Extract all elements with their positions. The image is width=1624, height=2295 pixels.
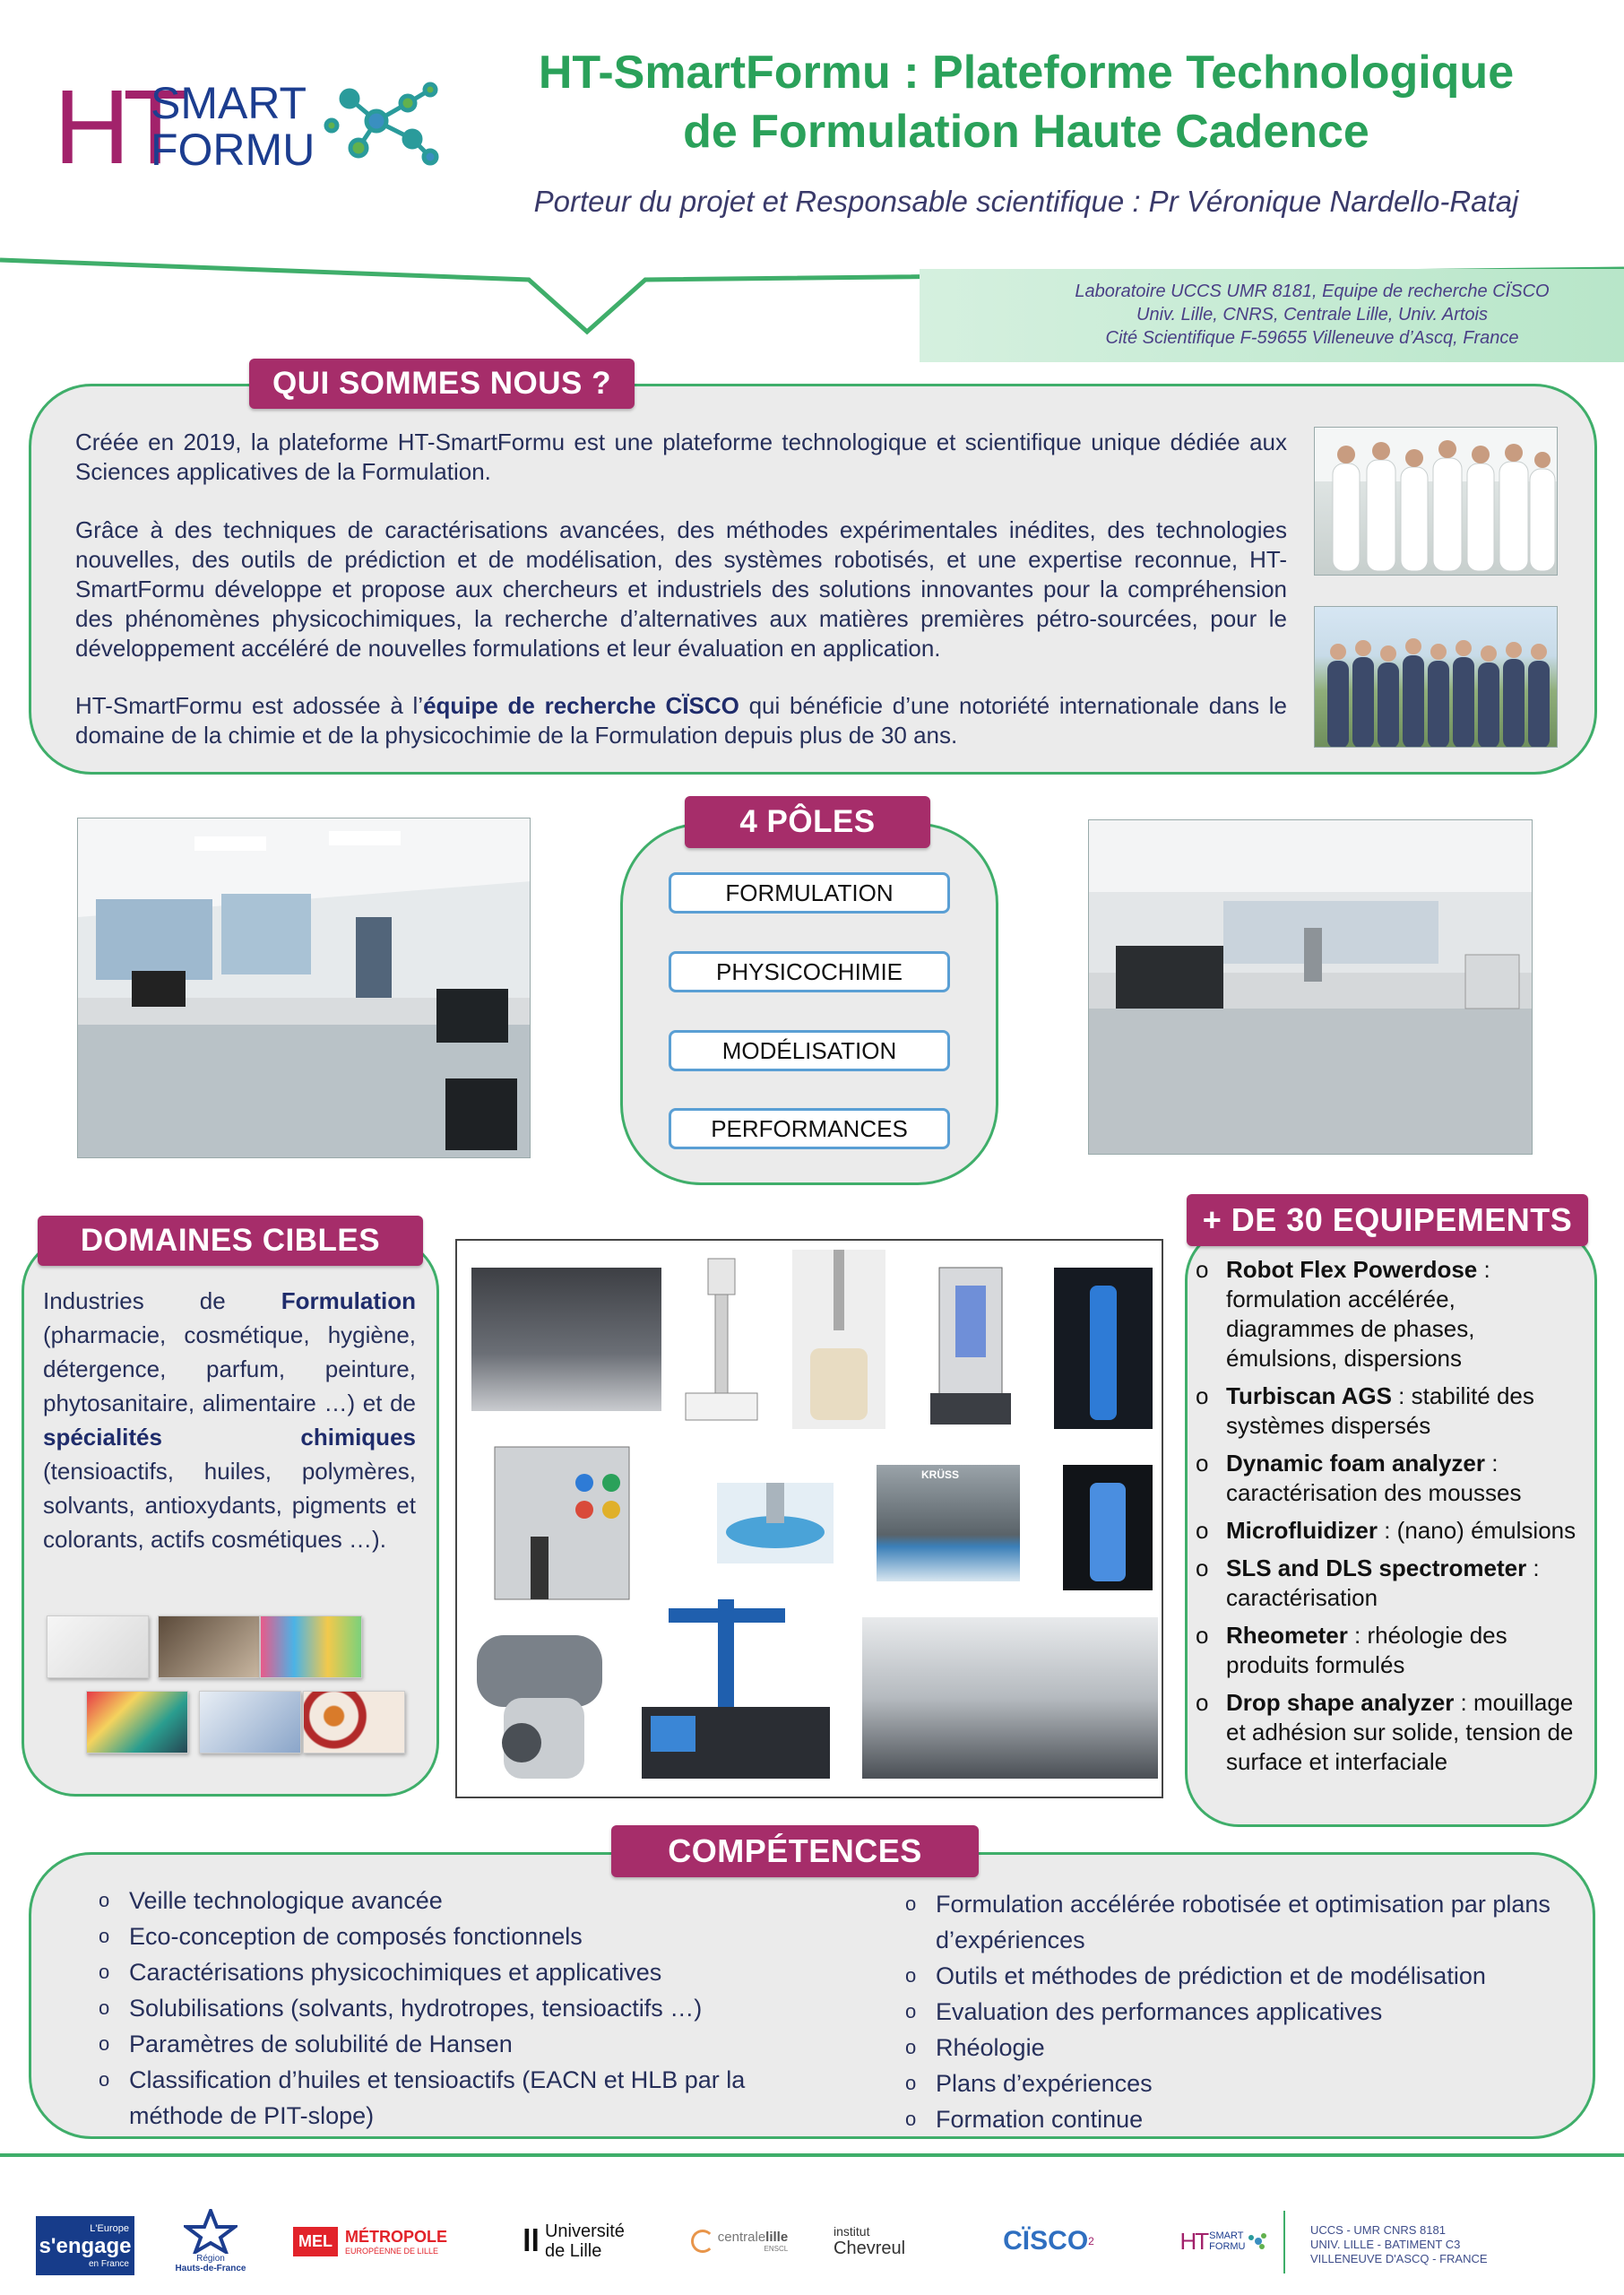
footer-divider	[0, 2153, 1624, 2157]
about-paragraph-2: Grâce à des techniques de caractérisations avancées, des méthodes expérimentales inédites, des technologies nouvelles, des outils de prédiction et de modélisation, des systèmes robotisés, et une expertise reconnue, HT-SmartFormu développe et propose aux chercheurs et industriels des solutions innovantes pour la compréhension des phénomènes physicochimiques, la recherche d’alternatives aux matières premières pétro-sourcées, pour le développement accéléré de nouvelles formulations et leur évaluation en application.	[75, 516, 1287, 662]
ulille-line-1: Université	[544, 2221, 625, 2241]
skill-item: o Outils et méthodes de prédiction et de modélisation	[905, 1958, 1586, 1994]
domains-text	[43, 1284, 416, 1556]
europe-logo-top: L'Europe	[90, 2222, 129, 2234]
small-logo-ht: HT	[1179, 2227, 1208, 2255]
centrale-text-1: centrale	[717, 2230, 766, 2245]
region-hdf-logo	[170, 2205, 251, 2277]
equipment-name: Robot Flex Powerdose	[1226, 1256, 1478, 1283]
robot-powerdose-image	[471, 1268, 661, 1411]
skill-item: o Caractérisations physicochimiques et applicatives	[99, 1954, 780, 1990]
team-photo-outdoor	[1314, 606, 1558, 748]
address-line-2: UNIV. LILLE - BATIMENT C3	[1310, 2238, 1461, 2251]
domains-text-b: (pharmacie, cosmétique, hygiène, détergence, parfum, peinture, phytosanitaire, alimentaire …) et de	[43, 1321, 416, 1416]
vial-blue-image	[1054, 1268, 1153, 1429]
about-paragraph-1: Créée en 2019, la plateforme HT-SmartFormu est une plateforme technologique et scientifique unique dédiée aux Sciences applicatives de la Formulation.	[75, 429, 1287, 485]
drop-image	[717, 1483, 834, 1563]
cisco-subscript: 2	[1088, 2235, 1094, 2247]
logo-smart: SMART	[151, 78, 307, 128]
skill-item: o Evaluation des performances applicatives	[905, 1994, 1586, 2030]
pole-performances: PERFORMANCES	[669, 1108, 950, 1149]
skill-item: o Eco-conception de composés fonctionnels	[99, 1918, 780, 1954]
centrale-text-3: ENSCL	[764, 2245, 789, 2253]
centrale-lille-logo	[681, 2205, 798, 2277]
chevreul-line-1: institut	[834, 2223, 870, 2239]
domains-heading: DOMAINES CIBLES	[38, 1216, 423, 1266]
europe-logo	[36, 2216, 134, 2275]
lab-line-2: Univ. Lille, CNRS, Centrale Lille, Univ. Artois	[1136, 305, 1488, 325]
ulille-mark: ll	[523, 2223, 540, 2258]
small-logo-smart: SMART	[1209, 2230, 1244, 2241]
title-line-1: HT-SmartFormu : Plateforme Technologique	[538, 47, 1515, 99]
equipment-gallery	[455, 1239, 1163, 1798]
universite-lille-logo	[502, 2205, 645, 2277]
dls-spectrometer-image	[921, 1259, 1020, 1429]
microfluidizer-image	[477, 1438, 647, 1617]
poles-heading: 4 PÔLES	[685, 796, 930, 848]
small-molecule-icon	[1246, 2232, 1267, 2250]
lab-line-3: Cité Scientifique F-59655 Villeneuve d’Ascq, France	[1105, 328, 1519, 348]
rheometer-image	[468, 1617, 611, 1788]
pole-modelisation: MODÉLISATION	[669, 1030, 950, 1071]
equipment-heading: + DE 30 EQUIPEMENTS	[1187, 1194, 1588, 1246]
domains-text-c: (tensioactifs, huiles, polymères, solvants, antioxydants, pigments et colorants, actifs cosmétiques …).	[43, 1458, 416, 1553]
ht-smartformu-small-logo	[1174, 2205, 1273, 2277]
kruss-label: KRÜSS	[921, 1468, 960, 1481]
ht-smartformu-logo	[54, 72, 439, 179]
equipment-name: Microfluidizer	[1226, 1517, 1378, 1544]
footer-address	[1310, 2223, 1534, 2266]
foam-analyzer-image	[792, 1250, 885, 1429]
cisco-logo	[995, 2205, 1102, 2277]
pole-formulation: FORMULATION	[669, 872, 950, 914]
pole-physicochimie: PHYSICOCHIMIE	[669, 951, 950, 992]
europe-logo-bottom: en France	[88, 2258, 129, 2269]
equipment-name: Drop shape analyzer	[1226, 1689, 1455, 1716]
cream-thumbnail	[158, 1615, 260, 1678]
equipment-name: SLS and DLS spectrometer	[1226, 1555, 1527, 1581]
equipment-name: Rheometer	[1226, 1622, 1348, 1649]
address-line-3: VILLENEUVE D'ASCQ - FRANCE	[1310, 2252, 1488, 2265]
sls-spectrometer-image	[633, 1599, 839, 1788]
institut-chevreul-logo	[834, 2205, 941, 2277]
project-lead: Porteur du projet et Responsable scientifique : Pr Véronique Nardello-Rataj	[533, 185, 1519, 218]
lab-photo-right	[1088, 819, 1533, 1155]
skills-list-left	[99, 1883, 780, 2134]
europe-logo-main: s'engage	[39, 2233, 132, 2258]
about-p3-bold: équipe de recherche CÏSCO	[423, 692, 739, 719]
equipment-item	[1196, 1449, 1590, 1508]
footer-separator	[1283, 2211, 1285, 2273]
equipment-desc: : formulation accélérée, diagrammes de phases, émulsions, dispersions	[1226, 1256, 1490, 1372]
cisco-text: CÏSCO	[1003, 2226, 1089, 2256]
address-line-1: UCCS - UMR CNRS 8181	[1310, 2223, 1446, 2237]
region-line-2: Hauts-de-France	[175, 2264, 246, 2273]
skills-heading: COMPÉTENCES	[611, 1825, 979, 1877]
mel-name: MÉTROPOLE	[345, 2227, 448, 2246]
logo-formu: FORMU	[151, 125, 315, 175]
turbiscan-image	[681, 1250, 762, 1429]
page-title	[466, 43, 1586, 161]
equipment-item	[1196, 1381, 1590, 1441]
about-p3-text-a: HT-SmartFormu est adossée à l’	[75, 692, 424, 719]
skill-item: o Paramètres de solubilité de Hansen	[99, 2026, 780, 2062]
skill-item: o Rhéologie	[905, 2030, 1586, 2066]
centrale-ring-icon	[691, 2230, 714, 2253]
equipment-desc: : (nano) émulsions	[1378, 1517, 1576, 1544]
equipment-name: Turbiscan AGS	[1226, 1382, 1392, 1409]
lab-photo-left	[77, 818, 531, 1158]
equipment-desc: : rhéologie des produits formulés	[1226, 1622, 1507, 1678]
equipment-item	[1196, 1554, 1590, 1613]
equipment-item	[1196, 1516, 1590, 1546]
small-logo-formu: FORMU	[1209, 2241, 1246, 2252]
equipment-item	[1196, 1621, 1590, 1680]
molecule-icon	[326, 84, 436, 163]
about-p3-text-b: qui bénéficie d’une notoriété internationale dans le domaine de la chimie et de la physicochimie de la Formulation depuis plus de 30 ans.	[75, 692, 1287, 749]
drop-shape-analyzer-image	[862, 1617, 1158, 1779]
equipment-desc: : caractérisation des mousses	[1226, 1450, 1522, 1506]
logo-ht: HT	[54, 72, 181, 179]
domains-bold-formulation: Formulation	[281, 1287, 416, 1314]
skill-item: o Solubilisations (solvants, hydrotropes, tensioactifs …)	[99, 1990, 780, 2026]
spices-thumbnail	[303, 1691, 405, 1754]
centrale-text-2: lille	[765, 2230, 789, 2245]
domains-text-a: Industries de	[43, 1287, 281, 1314]
region-line-1: Région	[196, 2254, 225, 2264]
skill-item: o Formulation accélérée robotisée et optimisation par plans d’expériences	[905, 1886, 1586, 1958]
skills-list-right	[905, 1886, 1586, 2137]
mel-sub: EUROPÉENNE DE LILLE	[345, 2246, 439, 2256]
skill-item: o Formation continue	[905, 2101, 1586, 2137]
equipment-item	[1196, 1688, 1590, 1777]
skill-item: o Plans d’expériences	[905, 2066, 1586, 2101]
about-paragraph-3	[75, 691, 1287, 750]
team-photo-lab	[1314, 427, 1558, 576]
ulille-line-2: de Lille	[544, 2241, 602, 2261]
equipment-name: Dynamic foam analyzer	[1226, 1450, 1486, 1477]
perfume-thumbnail	[199, 1691, 301, 1754]
domains-bold-specialites: spécialités chimiques	[43, 1424, 416, 1451]
chevreul-line-2: Chevreul	[834, 2238, 906, 2258]
pills-thumbnail	[47, 1615, 149, 1678]
bottles-thumbnail	[260, 1615, 362, 1678]
skill-item: o Veille technologique avancée	[99, 1883, 780, 1918]
equipment-desc: : stabilité des systèmes dispersés	[1226, 1382, 1534, 1439]
about-heading: QUI SOMMES NOUS ?	[249, 359, 635, 409]
mel-logo	[294, 2205, 446, 2277]
skill-item: o Classification d’huiles et tensioactifs (EACN et HLB par la méthode de PIT-slope)	[99, 2062, 780, 2134]
emulsion-vial-image	[1063, 1465, 1153, 1590]
equipment-item	[1196, 1255, 1590, 1373]
paint-thumbnail	[86, 1691, 188, 1754]
title-line-2: de Formulation Haute Cadence	[683, 106, 1369, 158]
equipment-list	[1196, 1255, 1590, 1785]
equipment-desc: : caractérisation	[1226, 1555, 1540, 1611]
laboratory-box	[920, 269, 1624, 362]
kruss-analyzer-image	[877, 1465, 1020, 1581]
mel-badge: MEL	[293, 2227, 338, 2256]
lab-line-1: Laboratoire UCCS UMR 8181, Equipe de recherche CÏSCO	[1075, 281, 1550, 301]
equipment-desc: : mouillage et adhésion sur solide, tension de surface et interfaciale	[1226, 1689, 1574, 1775]
star-icon	[184, 2209, 238, 2254]
